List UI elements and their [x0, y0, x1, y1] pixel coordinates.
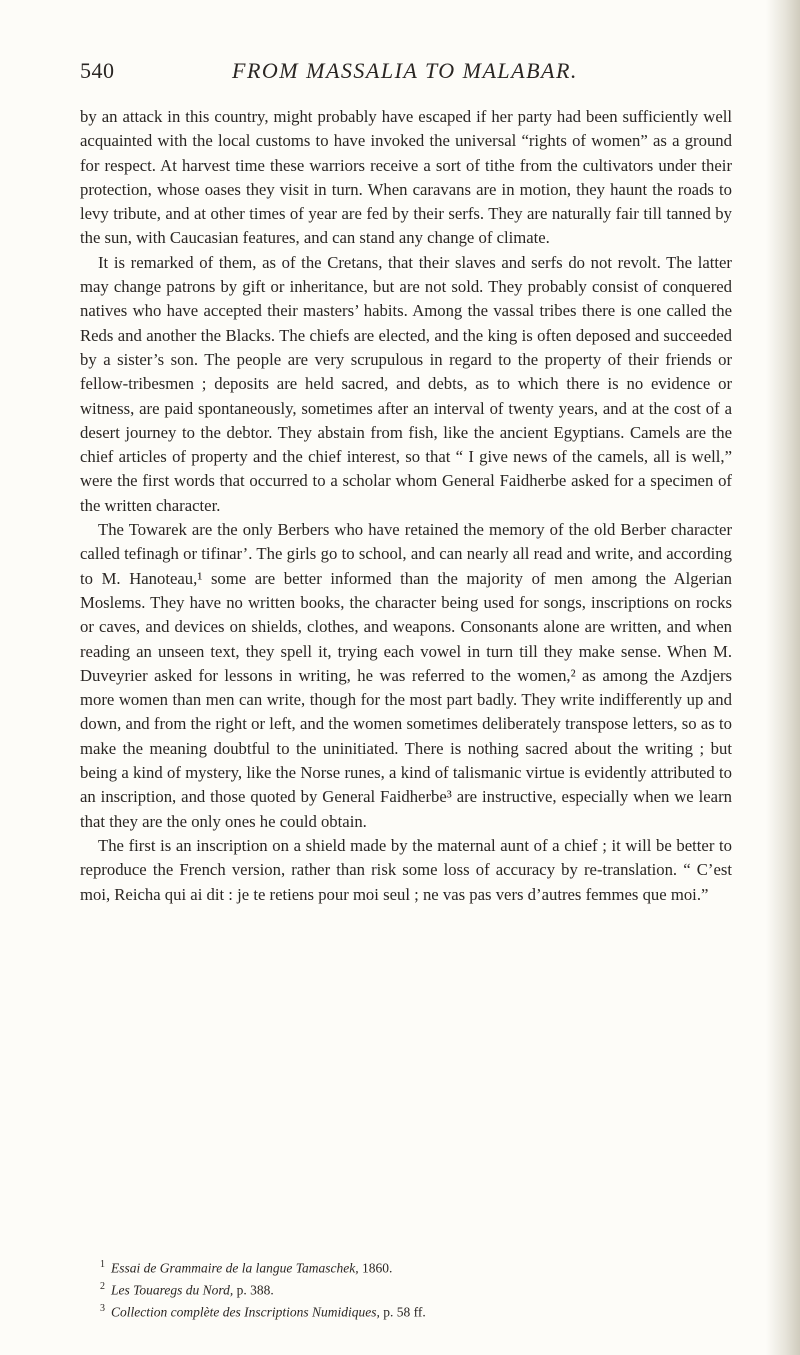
page-number: 540 [80, 58, 115, 83]
footnote-detail: p. 58 ff. [379, 1304, 426, 1320]
footnote-1 [100, 1256, 720, 1278]
footnote-detail: 1860. [358, 1260, 393, 1276]
footnote-detail: p. 388. [233, 1282, 274, 1298]
footnote-number: 3 [100, 1303, 105, 1314]
footnote-title: Essai de Grammaire de la langue Tamaschek, [111, 1260, 359, 1276]
footnote-title: Collection complète des Inscriptions Numidiques, [111, 1304, 380, 1320]
body-text [80, 105, 732, 907]
footnote-number: 2 [100, 1281, 105, 1292]
paragraph-1: by an attack in this country, might probably have escaped if her party had been sufficiently well acquainted with the local customs to have invoked the universal “rights of women” as a ground for respect. At harvest time these warriors receive a sort of tithe from the cultivators under their protection, whose oases they visit in turn. When caravans are in motion, they haunt the roads to levy tribute, and at other times of year are fed by their serfs. They are naturally fair till tanned by the sun, with Caucasian features, and can stand any change of climate. [80, 107, 732, 248]
footnote-2 [100, 1278, 720, 1300]
running-title: FROM MASSALIA TO MALABAR. [232, 58, 578, 83]
page-edge-shadow [766, 0, 800, 1355]
paragraph-4: The first is an inscription on a shield made by the maternal aunt of a chief ; it will be better to reproduce the French version, rather than risk some loss of accuracy by re-translation. “ C’est moi, Reicha qui ai dit : je te retiens pour moi seul ; ne vas pas vers d’autres femmes que moi.” [80, 835, 732, 904]
paragraph-3: The Towarek are the only Berbers who have retained the memory of the old Berber character called tefinagh or tifinar’. The girls go to school, and can nearly all read and write, and according to M. Hanoteau,¹ some are better informed than the majority of men among the Algerian Moslems. They have no written books, the character being used for songs, inscriptions on rocks or caves, and devices on shields, clothes, and weapons. Consonants alone are written, and when reading an unseen text, they spell it, trying each vowel in turn till they make sense. When M. Duveyrier asked for lessons in writing, he was referred to the women,² as among the Azdjers more women than men can write, though for the most part badly. They write indifferently up and down, and from the right or left, and the women sometimes deliberately transpose letters, so as to make the meaning doubtful to the uninitiated. There is nothing sacred about the writing ; but being a kind of mystery, like the Norse runes, a kind of talismanic virtue is evidently attributed to an inscription, and those quoted by General Faidherbe³ are instructive, especially when we learn that they are the only ones he could obtain. [80, 520, 732, 831]
footnotes [100, 1256, 720, 1322]
footnote-3 [100, 1300, 720, 1322]
footnote-title: Les Touaregs du Nord, [111, 1282, 234, 1298]
paragraph-2: It is remarked of them, as of the Cretans, that their slaves and serfs do not revolt. The latter may change patrons by gift or inheritance, but are not sold. They probably consist of conquered natives who have accepted their masters’ habits. Among the vassal tribes there is one called the Reds and another the Blacks. The chiefs are elected, and the king is often deposed and succeeded by a sister’s son. The people are very scrupulous in regard to the property of their friends or fellow-tribesmen ; deposits are held sacred, and debts, as to which there is no evidence or witness, are paid spontaneously, sometimes after an interval of twenty years, and at the cost of a desert journey to the debtor. They abstain from fish, like the ancient Egyptians. Camels are the chief articles of property and the chief interest, so that “ I give news of the camels, all is well,” were the first words that occurred to a scholar whom General Faidherbe asked for a specimen of the written character. [80, 252, 732, 515]
page-header [80, 58, 730, 90]
footnote-number: 1 [100, 1259, 105, 1270]
